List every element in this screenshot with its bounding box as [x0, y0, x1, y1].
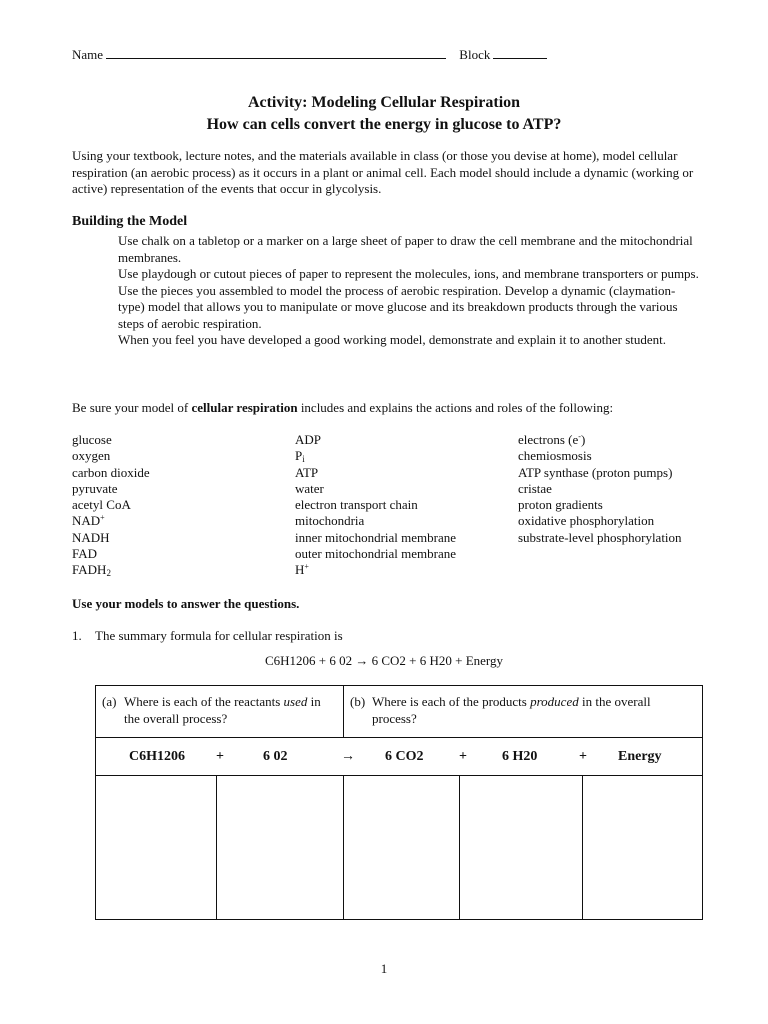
besure-after: includes and explains the actions and roles of the following: — [300, 400, 614, 415]
answer-table — [95, 685, 703, 920]
header-b-text — [372, 694, 696, 727]
block-field[interactable] — [493, 46, 547, 59]
term: FAD — [72, 546, 98, 562]
answer-cell-oxygen[interactable] — [217, 776, 344, 919]
equation-term: + — [216, 749, 224, 764]
question-text: The summary formula for cellular respiration is — [95, 628, 343, 643]
equation-term: 6 H20 — [502, 749, 538, 764]
header-b-before: Where is each of the products — [372, 694, 527, 709]
terms-column-3 — [518, 432, 682, 546]
page-subtitle: How can cells convert the energy in glucose to ATP? — [206, 116, 562, 133]
equation-term: + — [459, 749, 467, 764]
besure-paragraph — [72, 400, 702, 417]
terms-column-2 — [295, 432, 456, 579]
superscript: + — [100, 513, 105, 523]
term: inner mitochondrial membrane — [295, 529, 457, 545]
header-cell-b — [344, 686, 702, 738]
term: outer mitochondrial membrane — [295, 546, 457, 562]
term: oxygen — [72, 448, 111, 464]
term-text: NAD — [72, 513, 101, 529]
step-item: When you feel you have developed a good working model, demonstrate and explain it to another student. — [118, 332, 667, 347]
header-b-after: in the overall process? — [372, 694, 651, 726]
term — [295, 562, 456, 578]
question-1 — [72, 628, 343, 645]
term: chemiosmosis — [518, 448, 592, 464]
header-b-label: (b) — [350, 694, 366, 709]
step-item: Use playdough or cutout pieces of paper to represent the molecules, ions, and membrane transporters or pumps. — [118, 266, 699, 281]
term: ATP — [295, 464, 319, 480]
term-text: electrons (e — [518, 432, 579, 447]
block-label: Block — [459, 47, 491, 62]
header-a-text — [124, 694, 337, 727]
equation-term: + — [579, 749, 587, 764]
step-item: Use chalk on a tabletop or a marker on a large sheet of paper to draw the cell membrane and the mitochondrial membranes. — [118, 233, 693, 265]
besure-before: Be sure your model of — [72, 400, 189, 415]
header-b-italic: produced — [530, 694, 579, 709]
equation-term: C6H1206 — [129, 749, 185, 764]
equation-term: 6 CO2 — [385, 749, 424, 764]
term — [295, 448, 456, 464]
term: proton gradients — [518, 497, 603, 513]
name-field[interactable] — [106, 46, 446, 59]
header-a-italic: used — [283, 694, 308, 709]
term: carbon dioxide — [72, 464, 150, 480]
term: substrate-level phosphorylation — [518, 529, 682, 545]
term: pyruvate — [72, 480, 118, 496]
term: mitochondria — [295, 513, 365, 529]
header-a-before: Where is each of the reactants — [124, 694, 281, 709]
page-title: Activity: Modeling Cellular Respiration — [247, 94, 521, 111]
header-a-label: (a) — [102, 694, 117, 709]
subscript: i — [302, 454, 305, 465]
header-a-after: in the overall process? — [124, 694, 321, 726]
intro-paragraph: Using your textbook, lecture notes, and the materials available in class (or those you devise at home), model cellular respiration (an aerobic process) as it occurs in a plant or animal cell. Each model should include a dynamic (working or active) representation of the events that occur in glycolysis. — [72, 148, 694, 196]
name-label: Name — [72, 47, 104, 62]
equation-term: → — [341, 749, 355, 764]
term-text: H — [295, 562, 305, 578]
term — [72, 562, 150, 578]
terms-column-1 — [72, 432, 150, 579]
term-text: P — [295, 448, 303, 464]
building-heading: Building the Model — [72, 214, 188, 229]
answer-cell-energy[interactable] — [583, 776, 702, 919]
page-number: 1 — [380, 961, 388, 976]
term-close: ) — [580, 432, 586, 447]
answer-cell-glucose[interactable] — [96, 776, 217, 919]
term — [518, 432, 682, 448]
header-line — [72, 46, 692, 64]
subscript: 2 — [106, 568, 111, 579]
term: oxidative phosphorylation — [518, 513, 655, 529]
header-cell-a — [96, 686, 344, 738]
superscript: - — [578, 432, 581, 441]
answer-cell-water[interactable] — [460, 776, 583, 919]
term-text: FADH — [72, 562, 107, 578]
term: cristae — [518, 480, 552, 496]
building-steps — [118, 233, 700, 349]
equation-row — [96, 738, 702, 776]
equation-term: Energy — [618, 749, 662, 764]
term: acetyl CoA — [72, 497, 131, 513]
term: electron transport chain — [295, 497, 418, 513]
term: ADP — [295, 432, 322, 447]
term — [72, 513, 150, 529]
step-item: Use the pieces you assembled to model the process of aerobic respiration. Develop a dynamic (claymation-type) model that allows you to manipulate or move glucose and its breakdown products through the various steps of aerobic respiration. — [118, 282, 678, 331]
superscript: + — [304, 562, 309, 572]
equation-term: 6 02 — [263, 749, 288, 764]
use-models-instruction: Use your models to answer the questions. — [72, 596, 300, 611]
term: NADH — [72, 529, 110, 545]
term: water — [295, 480, 324, 496]
besure-bold: cellular respiration — [191, 400, 298, 415]
answer-cell-co2[interactable] — [344, 776, 460, 919]
term: ATP synthase (proton pumps) — [518, 464, 673, 480]
term: glucose — [72, 432, 112, 447]
question-number: 1. — [72, 628, 82, 643]
summary-formula: C6H1206 + 6 02 → 6 CO2 + 6 H20 + Energy — [264, 653, 504, 668]
